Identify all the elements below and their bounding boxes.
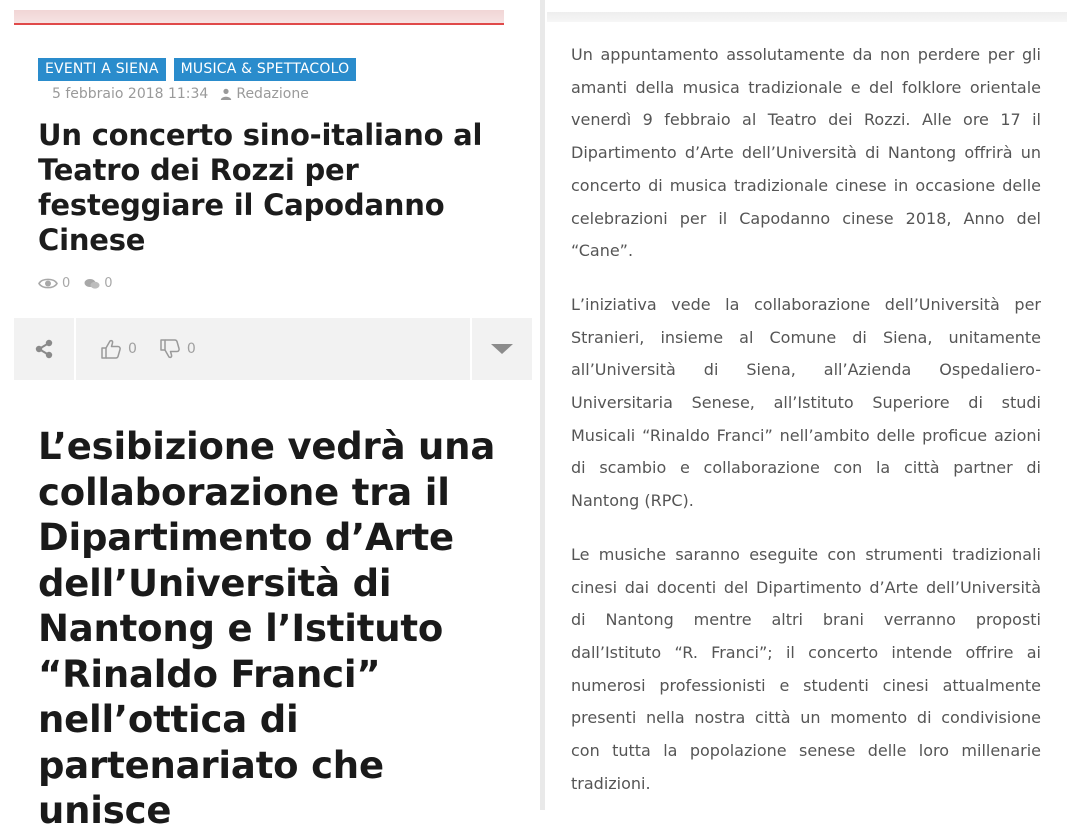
body-paragraph-1: Un appuntamento assolutamente da non perdere per gli amanti della musica tradizionale e del folklore orientale venerdì 9 febbraio al Teatro dei Rozzi. Alle ore 17 il Dipartimento d’Arte dell’Università di Nantong offrirà un concerto di musica tradizionale cinese in occasione delle celebrazioni per il Capodanno cinese 2018, Anno del “Cane”. <box>571 45 1041 261</box>
body-paragraph-2: L’iniziativa vede la collaborazione dell’Università per Stranieri, insieme al Comune di Siena, unitamente all’Università di Siena, all’Azienda Ospedaliero-Universitaria Senese, all’Istituto Superiore di studi Musicali “Rinaldo Franci” nell’ambito delle proficue azioni di scambio e collaborazione con la città partner di Nantong (RPC). <box>571 294 1041 511</box>
article-subtitle: L’esibizione vedrà una collaborazione tra il Dipartimento d’Arte dell’Università di Nantong e l’Istituto “Rinaldo Franci” nell’ottica di partenariato che unisce <box>38 425 496 832</box>
dislike-count: 0 <box>186 341 196 357</box>
panel-divider <box>540 0 545 810</box>
dislike-button[interactable] <box>159 338 196 360</box>
user-icon <box>220 88 232 100</box>
action-bar <box>14 318 532 380</box>
top-banner-remnant <box>14 10 504 25</box>
vote-group <box>76 318 470 380</box>
thumbs-up-icon <box>100 338 122 360</box>
article-body <box>571 39 1041 821</box>
comments-counter[interactable] <box>84 276 112 291</box>
author <box>220 86 308 102</box>
category-tags <box>38 58 356 81</box>
article-title: Un concerto sino-italiano al Teatro dei Rozzi per festeggiare il Capodanno Cinese <box>38 118 483 257</box>
comments-count: 0 <box>104 276 113 291</box>
article-header-panel <box>0 0 540 832</box>
publish-date: 5 febbraio 2018 11:34 <box>52 86 209 102</box>
article-counters <box>38 276 113 291</box>
like-button[interactable] <box>100 338 137 360</box>
views-count: 0 <box>62 276 71 291</box>
share-icon <box>34 339 54 359</box>
eye-icon <box>38 277 58 290</box>
share-button[interactable] <box>14 318 76 380</box>
comment-icon <box>84 278 100 290</box>
like-count: 0 <box>128 341 137 357</box>
views-counter <box>38 276 70 291</box>
author-name[interactable]: Redazione <box>236 86 309 102</box>
caret-down-icon <box>490 343 514 355</box>
thumbs-down-icon <box>159 338 181 360</box>
article-meta <box>52 86 309 102</box>
tag-eventi-a-siena[interactable]: EVENTI A SIENA <box>38 58 166 81</box>
tag-musica-spettacolo[interactable]: MUSICA & SPETTACOLO <box>174 58 357 81</box>
body-paragraph-3: Le musiche saranno eseguite con strumenti tradizionali cinesi dai docenti del Dipartimento d’Arte dell’Università di Nantong mentre altri brani verranno proposti dall’Istituto “R. Franci”; il concerto intende offrire ai numerosi professionisti e studenti cinesi attualmente presenti nella nostra città un momento di condivisione con tutta la popolazione senese delle loro millenarie tradizioni. <box>571 544 1041 793</box>
more-dropdown-button[interactable] <box>470 318 532 380</box>
top-bar-remnant <box>547 12 1067 22</box>
